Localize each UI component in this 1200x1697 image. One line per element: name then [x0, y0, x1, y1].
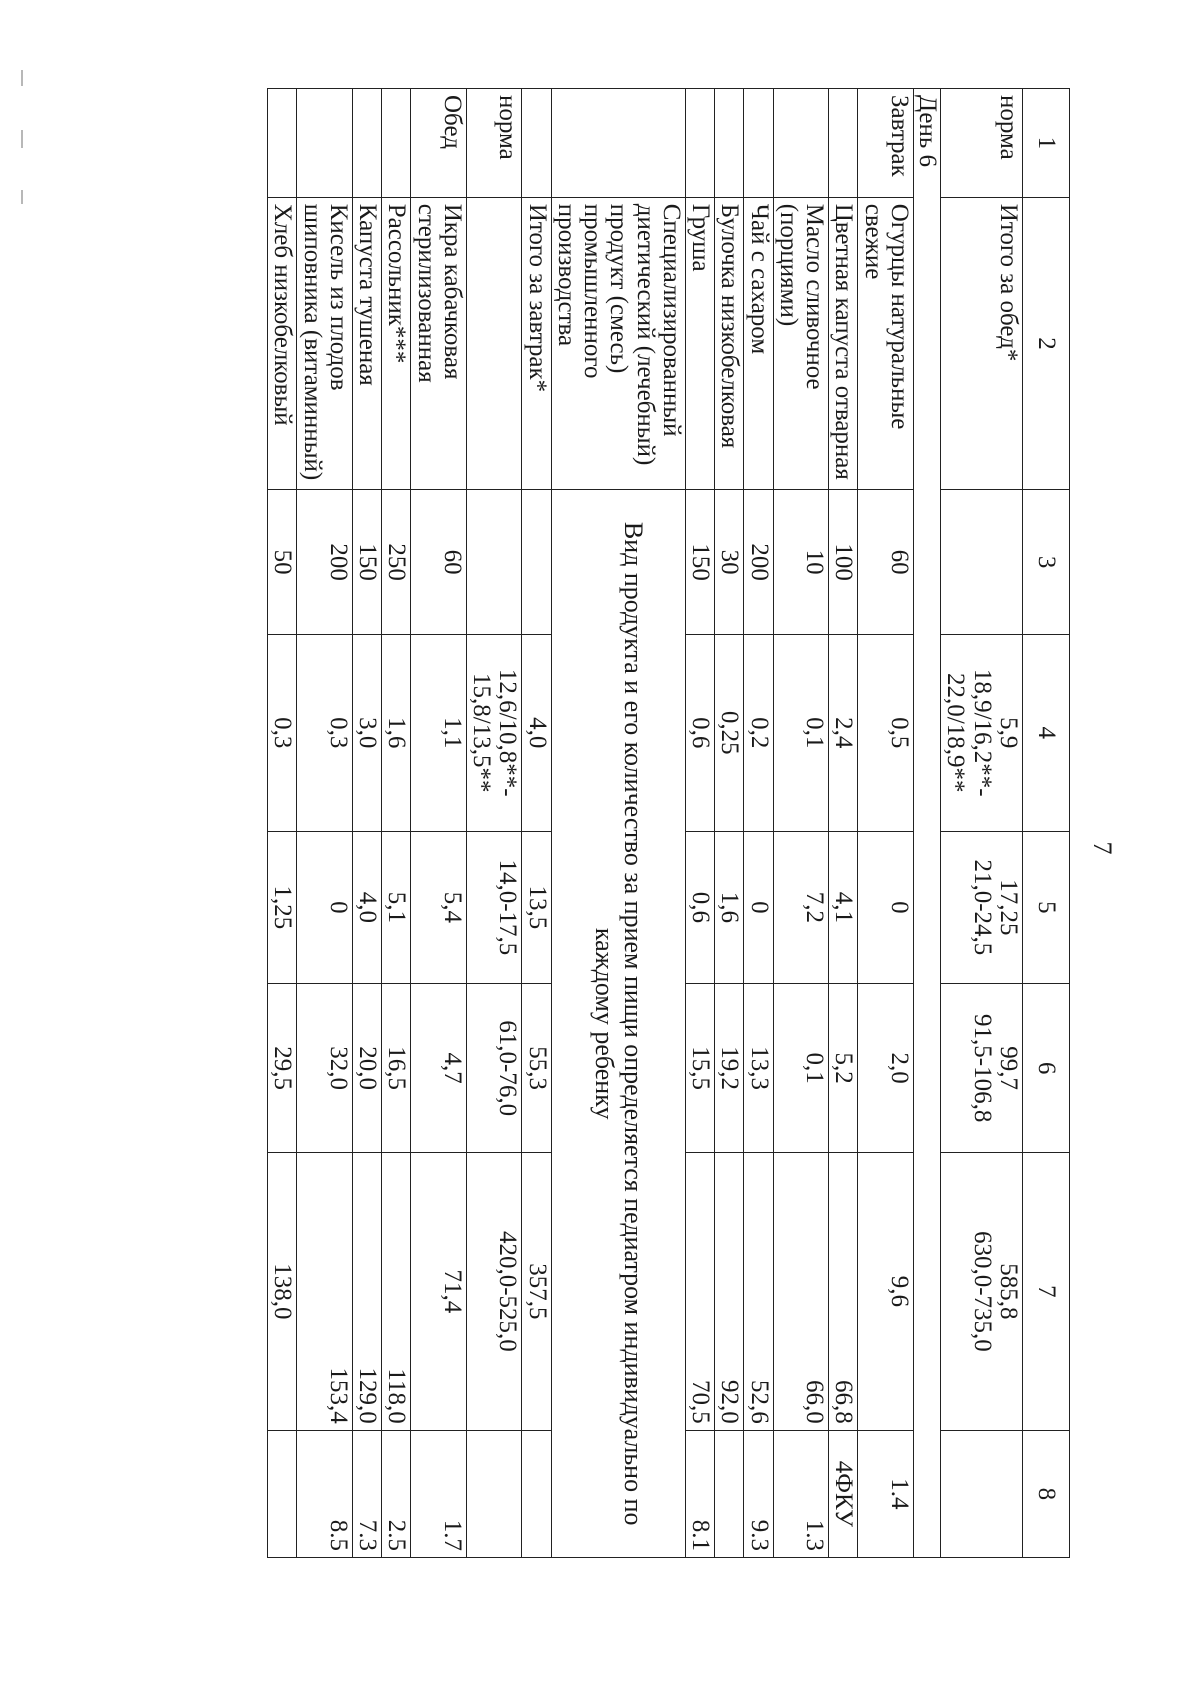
table-row — [382, 89, 411, 1558]
table-row — [522, 89, 551, 1558]
fat-cell: 4,1 — [829, 831, 858, 984]
energy-cell: 118,0 — [382, 1153, 411, 1431]
energy-cell: 585,8 630,0-735,0 — [941, 1153, 1023, 1431]
amount-cell: 60 — [858, 490, 914, 635]
fat-cell: 14,0-17,5 — [467, 831, 523, 984]
recipe-cell: 7.3 — [353, 1430, 382, 1557]
table-row — [467, 89, 523, 1558]
scan-margin-mark — [21, 130, 23, 148]
table-row — [686, 89, 715, 1558]
recipe-cell: 8.5 — [297, 1430, 353, 1557]
energy-cell: 138,0 — [268, 1153, 297, 1431]
table-row — [858, 89, 914, 1558]
recipe-cell: 9.3 — [744, 1430, 773, 1557]
product-cell: Цветная капуста отварная — [829, 197, 858, 490]
header-cell: 5 — [1023, 831, 1070, 984]
header-cell: 6 — [1023, 984, 1070, 1153]
protein-cell: 3,0 — [353, 634, 382, 831]
amount-cell: 200 — [744, 490, 773, 635]
fat-cell: 0,6 — [686, 831, 715, 984]
page-number: 7 — [1088, 841, 1117, 855]
amount-cell: 10 — [773, 490, 829, 635]
product-cell: Капуста тушеная — [353, 197, 382, 490]
protein-cell: 0,1 — [773, 634, 829, 831]
product-cell: Кисель из плодов шиповника (витаминный) — [297, 197, 353, 490]
carb-cell: 4,7 — [411, 984, 467, 1153]
fat-cell: 17,25 21,0-24,5 — [941, 831, 1023, 984]
energy-cell: 52,6 — [744, 1153, 773, 1431]
energy-cell: 9,6 — [858, 1153, 914, 1431]
fat-cell: 1,25 — [268, 831, 297, 984]
protein-cell: 1,1 — [411, 634, 467, 831]
section-cell: Завтрак — [858, 89, 914, 198]
header-cell: 2 — [1023, 197, 1070, 490]
amount-cell: 50 — [268, 490, 297, 635]
section-cell — [297, 89, 353, 198]
individual-dosing-note: Вид продукта и его количество за прием пищи определяется педиатром индивидуально по каждому ребенку — [551, 490, 685, 1558]
amount-cell — [941, 490, 1023, 635]
table-row — [411, 89, 467, 1558]
product-cell: Итого за завтрак* — [522, 197, 551, 490]
carb-cell: 2,0 — [858, 984, 914, 1153]
protein-cell: 0,6 — [686, 634, 715, 831]
recipe-cell: 1.7 — [411, 1430, 467, 1557]
recipe-cell: 1.3 — [773, 1430, 829, 1557]
carb-cell: 16,5 — [382, 984, 411, 1153]
section-cell — [773, 89, 829, 198]
protein-cell: 0,3 — [268, 634, 297, 831]
recipe-cell — [467, 1430, 523, 1557]
day-row — [914, 89, 941, 1558]
amount-cell: 250 — [382, 490, 411, 635]
table-row — [744, 89, 773, 1558]
rotated-table-wrapper — [170, 88, 1070, 1558]
energy-cell: 420,0-525,0 — [467, 1153, 523, 1431]
carb-cell: 13,3 — [744, 984, 773, 1153]
section-cell — [382, 89, 411, 198]
carb-cell: 61,0-76,0 — [467, 984, 523, 1153]
table-row — [268, 89, 297, 1558]
protein-cell: 0,5 — [858, 634, 914, 831]
product-cell: Булочка низкобелковая — [715, 197, 744, 490]
amount-cell: 100 — [829, 490, 858, 635]
section-cell — [829, 89, 858, 198]
header-cell: 3 — [1023, 490, 1070, 635]
carb-cell: 19,2 — [715, 984, 744, 1153]
carb-cell: 99,7 91,5-106,8 — [941, 984, 1023, 1153]
carb-cell: 5,2 — [829, 984, 858, 1153]
energy-cell: 129,0 — [353, 1153, 382, 1431]
header-cell: 7 — [1023, 1153, 1070, 1431]
energy-cell: 71,4 — [411, 1153, 467, 1431]
table-row — [551, 89, 685, 1558]
product-cell: Груша — [686, 197, 715, 490]
recipe-cell: 2.5 — [382, 1430, 411, 1557]
product-cell: Специализированный диетический (лечебный) продукт (смесь) промышленного производства — [551, 197, 685, 490]
section-cell — [744, 89, 773, 198]
carb-cell: 15,5 — [686, 984, 715, 1153]
fat-cell: 5,4 — [411, 831, 467, 984]
product-cell: Икра кабачковая стерилизованная — [411, 197, 467, 490]
protein-cell: 0,3 — [297, 634, 353, 831]
header-cell: 1 — [1023, 89, 1070, 198]
header-cell: 4 — [1023, 634, 1070, 831]
table-header-row — [1023, 89, 1070, 1558]
amount-cell — [522, 490, 551, 635]
table-row — [773, 89, 829, 1558]
recipe-cell: 4ФКУ — [829, 1430, 858, 1557]
amount-cell: 200 — [297, 490, 353, 635]
energy-cell: 92,0 — [715, 1153, 744, 1431]
fat-cell: 13,5 — [522, 831, 551, 984]
recipe-cell — [522, 1430, 551, 1557]
scan-margin-mark — [21, 190, 23, 204]
carb-cell: 20,0 — [353, 984, 382, 1153]
recipe-cell — [715, 1430, 744, 1557]
carb-cell: 32,0 — [297, 984, 353, 1153]
protein-cell: 0,2 — [744, 634, 773, 831]
nutrition-table — [267, 88, 1070, 1558]
amount-cell — [467, 490, 523, 635]
amount-cell: 60 — [411, 490, 467, 635]
product-cell: Рассольник*** — [382, 197, 411, 490]
fat-cell: 7,2 — [773, 831, 829, 984]
protein-cell: 12,6/10,8**- 15,8/13,5** — [467, 634, 523, 831]
recipe-cell — [268, 1430, 297, 1557]
section-cell — [522, 89, 551, 198]
product-cell — [467, 197, 523, 490]
product-cell: Масло сливочное (порциями) — [773, 197, 829, 490]
amount-cell: 150 — [353, 490, 382, 635]
energy-cell: 70,5 — [686, 1153, 715, 1431]
table-row — [829, 89, 858, 1558]
recipe-cell: 1.4 — [858, 1430, 914, 1557]
recipe-cell — [941, 1430, 1023, 1557]
section-cell — [715, 89, 744, 198]
table-row — [353, 89, 382, 1558]
amount-cell: 30 — [715, 490, 744, 635]
product-cell: Чай с сахаром — [744, 197, 773, 490]
recipe-cell: 8.1 — [686, 1430, 715, 1557]
product-cell: Итого за обед* — [941, 197, 1023, 490]
section-cell — [268, 89, 297, 198]
section-cell: норма — [941, 89, 1023, 198]
amount-cell: 150 — [686, 490, 715, 635]
product-cell: Огурцы натуральные свежие — [858, 197, 914, 490]
section-cell: норма — [467, 89, 523, 198]
carb-cell: 55,3 — [522, 984, 551, 1153]
fat-cell: 0 — [858, 831, 914, 984]
fat-cell: 0 — [744, 831, 773, 984]
table-row — [715, 89, 744, 1558]
day-label: День 6 — [914, 89, 941, 1558]
header-cell: 8 — [1023, 1430, 1070, 1557]
fat-cell: 0 — [297, 831, 353, 984]
energy-cell: 66,8 — [829, 1153, 858, 1431]
carb-cell: 29,5 — [268, 984, 297, 1153]
protein-cell: 5,9 18,9/16,2**- 22,0/18,9** — [941, 634, 1023, 831]
scan-margin-mark — [21, 70, 23, 86]
protein-cell: 4,0 — [522, 634, 551, 831]
table-row — [297, 89, 353, 1558]
carb-cell: 0,1 — [773, 984, 829, 1153]
fat-cell: 5,1 — [382, 831, 411, 984]
section-cell: Обед — [411, 89, 467, 198]
energy-cell: 66,0 — [773, 1153, 829, 1431]
section-cell — [353, 89, 382, 198]
energy-cell: 357,5 — [522, 1153, 551, 1431]
energy-cell: 153,4 — [297, 1153, 353, 1431]
protein-cell: 0,25 — [715, 634, 744, 831]
product-cell: Хлеб низкобелковый — [268, 197, 297, 490]
fat-cell: 4,0 — [353, 831, 382, 984]
section-cell — [551, 89, 685, 198]
protein-cell: 2,4 — [829, 634, 858, 831]
protein-cell: 1,6 — [382, 634, 411, 831]
fat-cell: 1,6 — [715, 831, 744, 984]
section-cell — [686, 89, 715, 198]
table-row — [941, 89, 1023, 1558]
